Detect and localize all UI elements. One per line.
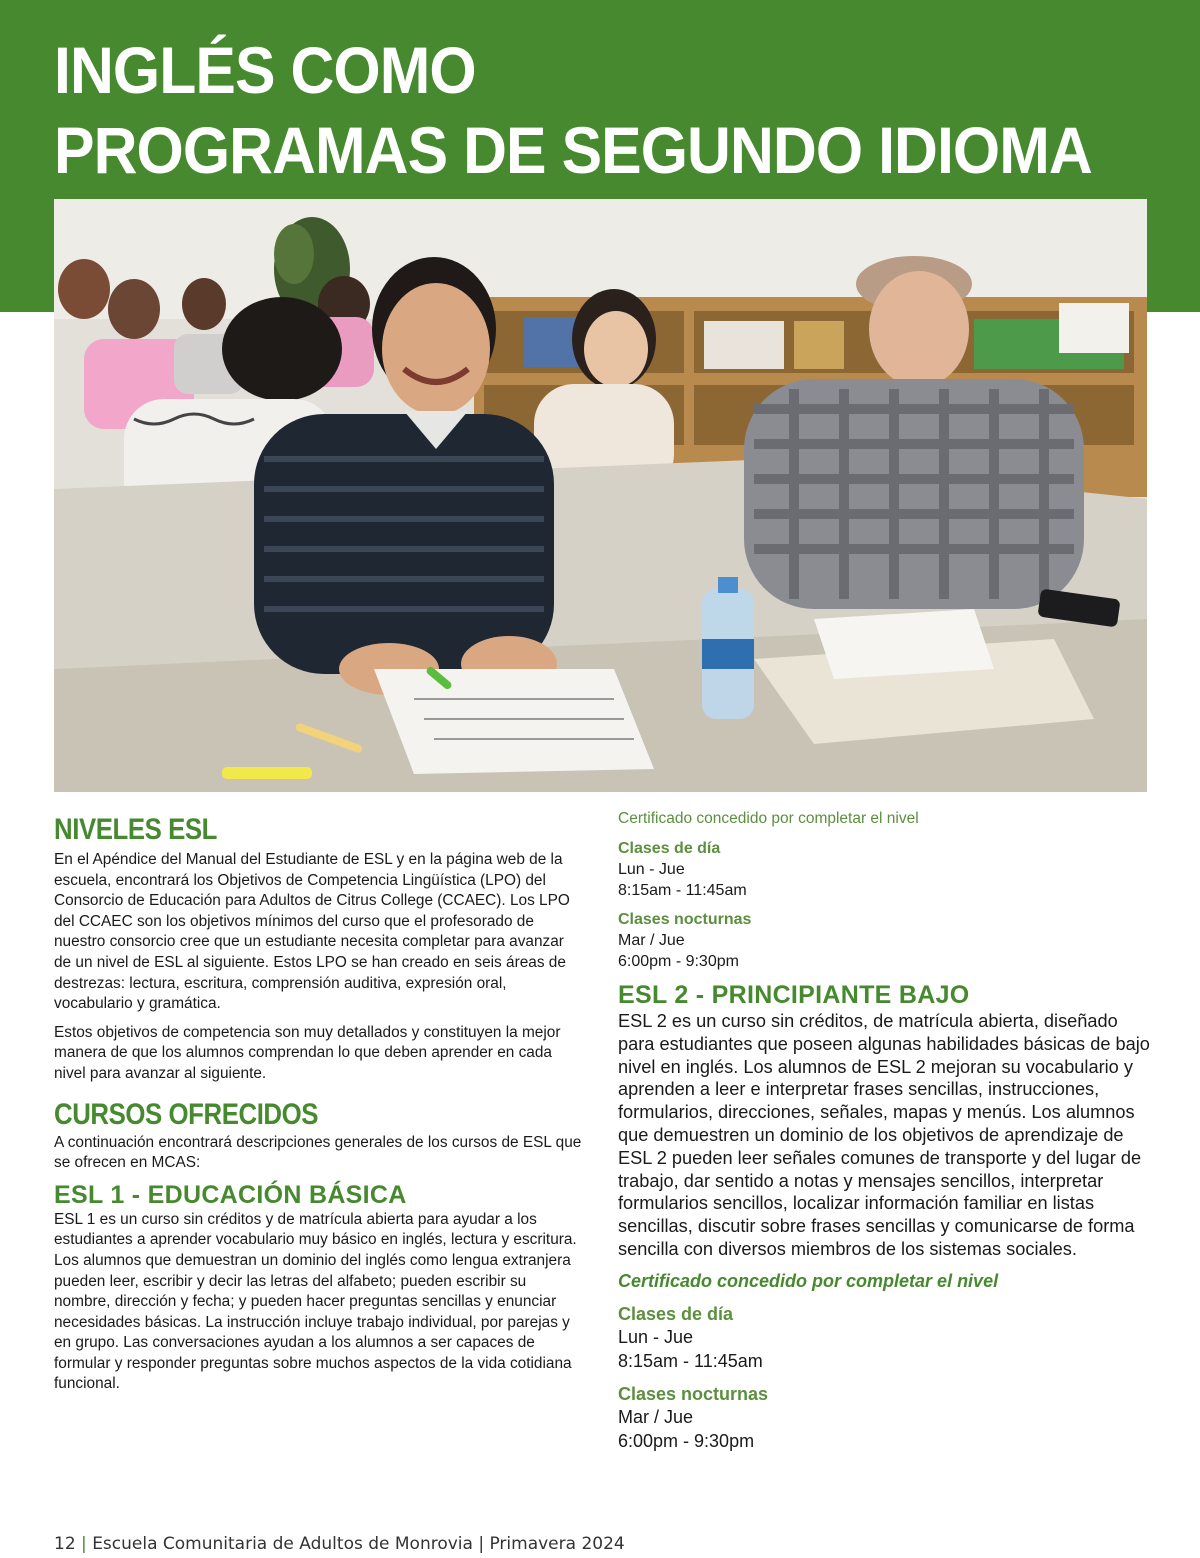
page-title-line1: INGLÉS COMO: [54, 33, 476, 107]
footer-separator: |: [81, 1534, 87, 1554]
esl2-day-time: 8:15am - 11:45am: [618, 1350, 763, 1371]
esl1-day-time: 8:15am - 11:45am: [618, 882, 747, 899]
right-column: [618, 808, 1158, 1453]
esl1-day-label: Clases de día: [618, 840, 721, 857]
esl2-certificate: Certificado concedido por completar el nivel: [618, 1270, 999, 1291]
esl2-day-label: Clases de día: [618, 1303, 734, 1324]
esl1-certificate: Certificado concedido por completar el nivel: [618, 810, 919, 827]
niveles-heading: NIVELES ESL: [54, 813, 218, 846]
esl1-description: ESL 1 es un curso sin créditos y de matrícula abierta para ayudar a los estudiantes a aprender vocabulario muy básico en inglés, lectura y escritura. Los alumnos que demuestran un dominio del inglés como lengua extranjera pueden leer, escribir y decir las letras del alfabeto; pueden escribir su nombre, dirección y fecha; y pueden hacer preguntas sencillas y enunciar necesidades básicas. La instrucción incluye trabajo individual, por parejas y en grupo. Las conversaciones ayudan a los alumnos a ser capaces de formular y responder preguntas sobre muchos aspectos de la vida cotidiana funcional.: [54, 1210, 577, 1393]
esl2-description: ESL 2 es un curso sin créditos, de matrícula abierta, diseñado para estudiantes que poseen algunas habilidades básicas de bajo nivel en inglés. Los alumnos de ESL 2 mejoran su vocabulario y aprenden a leer e interpretar frases sencillas, instrucciones, formularios, direcciones, señales, mapas y menús. Los alumnos que demuestren un dominio de los objetivos de aprendizaje de ESL 2 pueden leer señales comunes de transporte y del lugar de trabajo, dar sentido a notas y mensajes sencillos, interpretar formularios sencillos, localizar información familiar en listas sencillas, discutir sobre frases sencillas y comunicarse de forma sencilla con diversos miembros de los sistemas sociales.: [618, 1011, 1150, 1259]
esl1-heading: ESL 1 - EDUCACIÓN BÁSICA: [54, 1180, 407, 1209]
esl2-night-label: Clases nocturnas: [618, 1383, 769, 1404]
cursos-intro: A continuación encontrará descripciones generales de los cursos de ESL que se ofrecen en MCAS:: [54, 1133, 582, 1172]
esl2-heading: ESL 2 - PRINCIPIANTE BAJO: [618, 981, 970, 1009]
esl1-night-time: 6:00pm - 9:30pm: [618, 953, 739, 970]
esl1-day-days: Lun - Jue: [618, 861, 685, 878]
esl2-night-time: 6:00pm - 9:30pm: [618, 1430, 755, 1451]
page-title-line2: PROGRAMAS DE SEGUNDO IDIOMA: [54, 113, 1092, 187]
page-number: 12: [54, 1534, 76, 1554]
esl2-night-days: Mar / Jue: [618, 1406, 694, 1427]
cursos-heading: CURSOS OFRECIDOS: [54, 1097, 319, 1131]
publication-name: Escuela Comunitaria de Adultos de Monrovia | Primavera 2024: [92, 1534, 625, 1554]
niveles-paragraph-2: Estos objetivos de competencia son muy detallados y constituyen la mejor manera de que los alumnos comprendan lo que deben aprender en cada nivel para avanzar al siguiente.: [54, 1023, 561, 1082]
esl2-day-days: Lun - Jue: [618, 1326, 694, 1347]
classroom-photo: [54, 199, 1147, 792]
left-column: [54, 812, 584, 1395]
page-title: [54, 30, 1092, 190]
niveles-paragraph-1: En el Apéndice del Manual del Estudiante de ESL y en la página web de la escuela, encontrará los Objetivos de Competencia Lingüística (LPO) del Consorcio de Educación para Adultos de Citrus College (CCAEC). Los LPO del CCAEC son los objetivos mínimos del curso que el profesorado de nuestro consorcio cree que un estudiante necesita completar para avanzar de un nivel de ESL al siguiente. Estos LPO se han creado en seis áreas de destrezas: lectura, escritura, comprensión auditiva, expresión oral, vocabulario y gramática.: [54, 851, 570, 1013]
esl1-night-label: Clases nocturnas: [618, 911, 752, 928]
page-footer: [54, 1533, 625, 1555]
esl1-night-days: Mar / Jue: [618, 932, 685, 949]
